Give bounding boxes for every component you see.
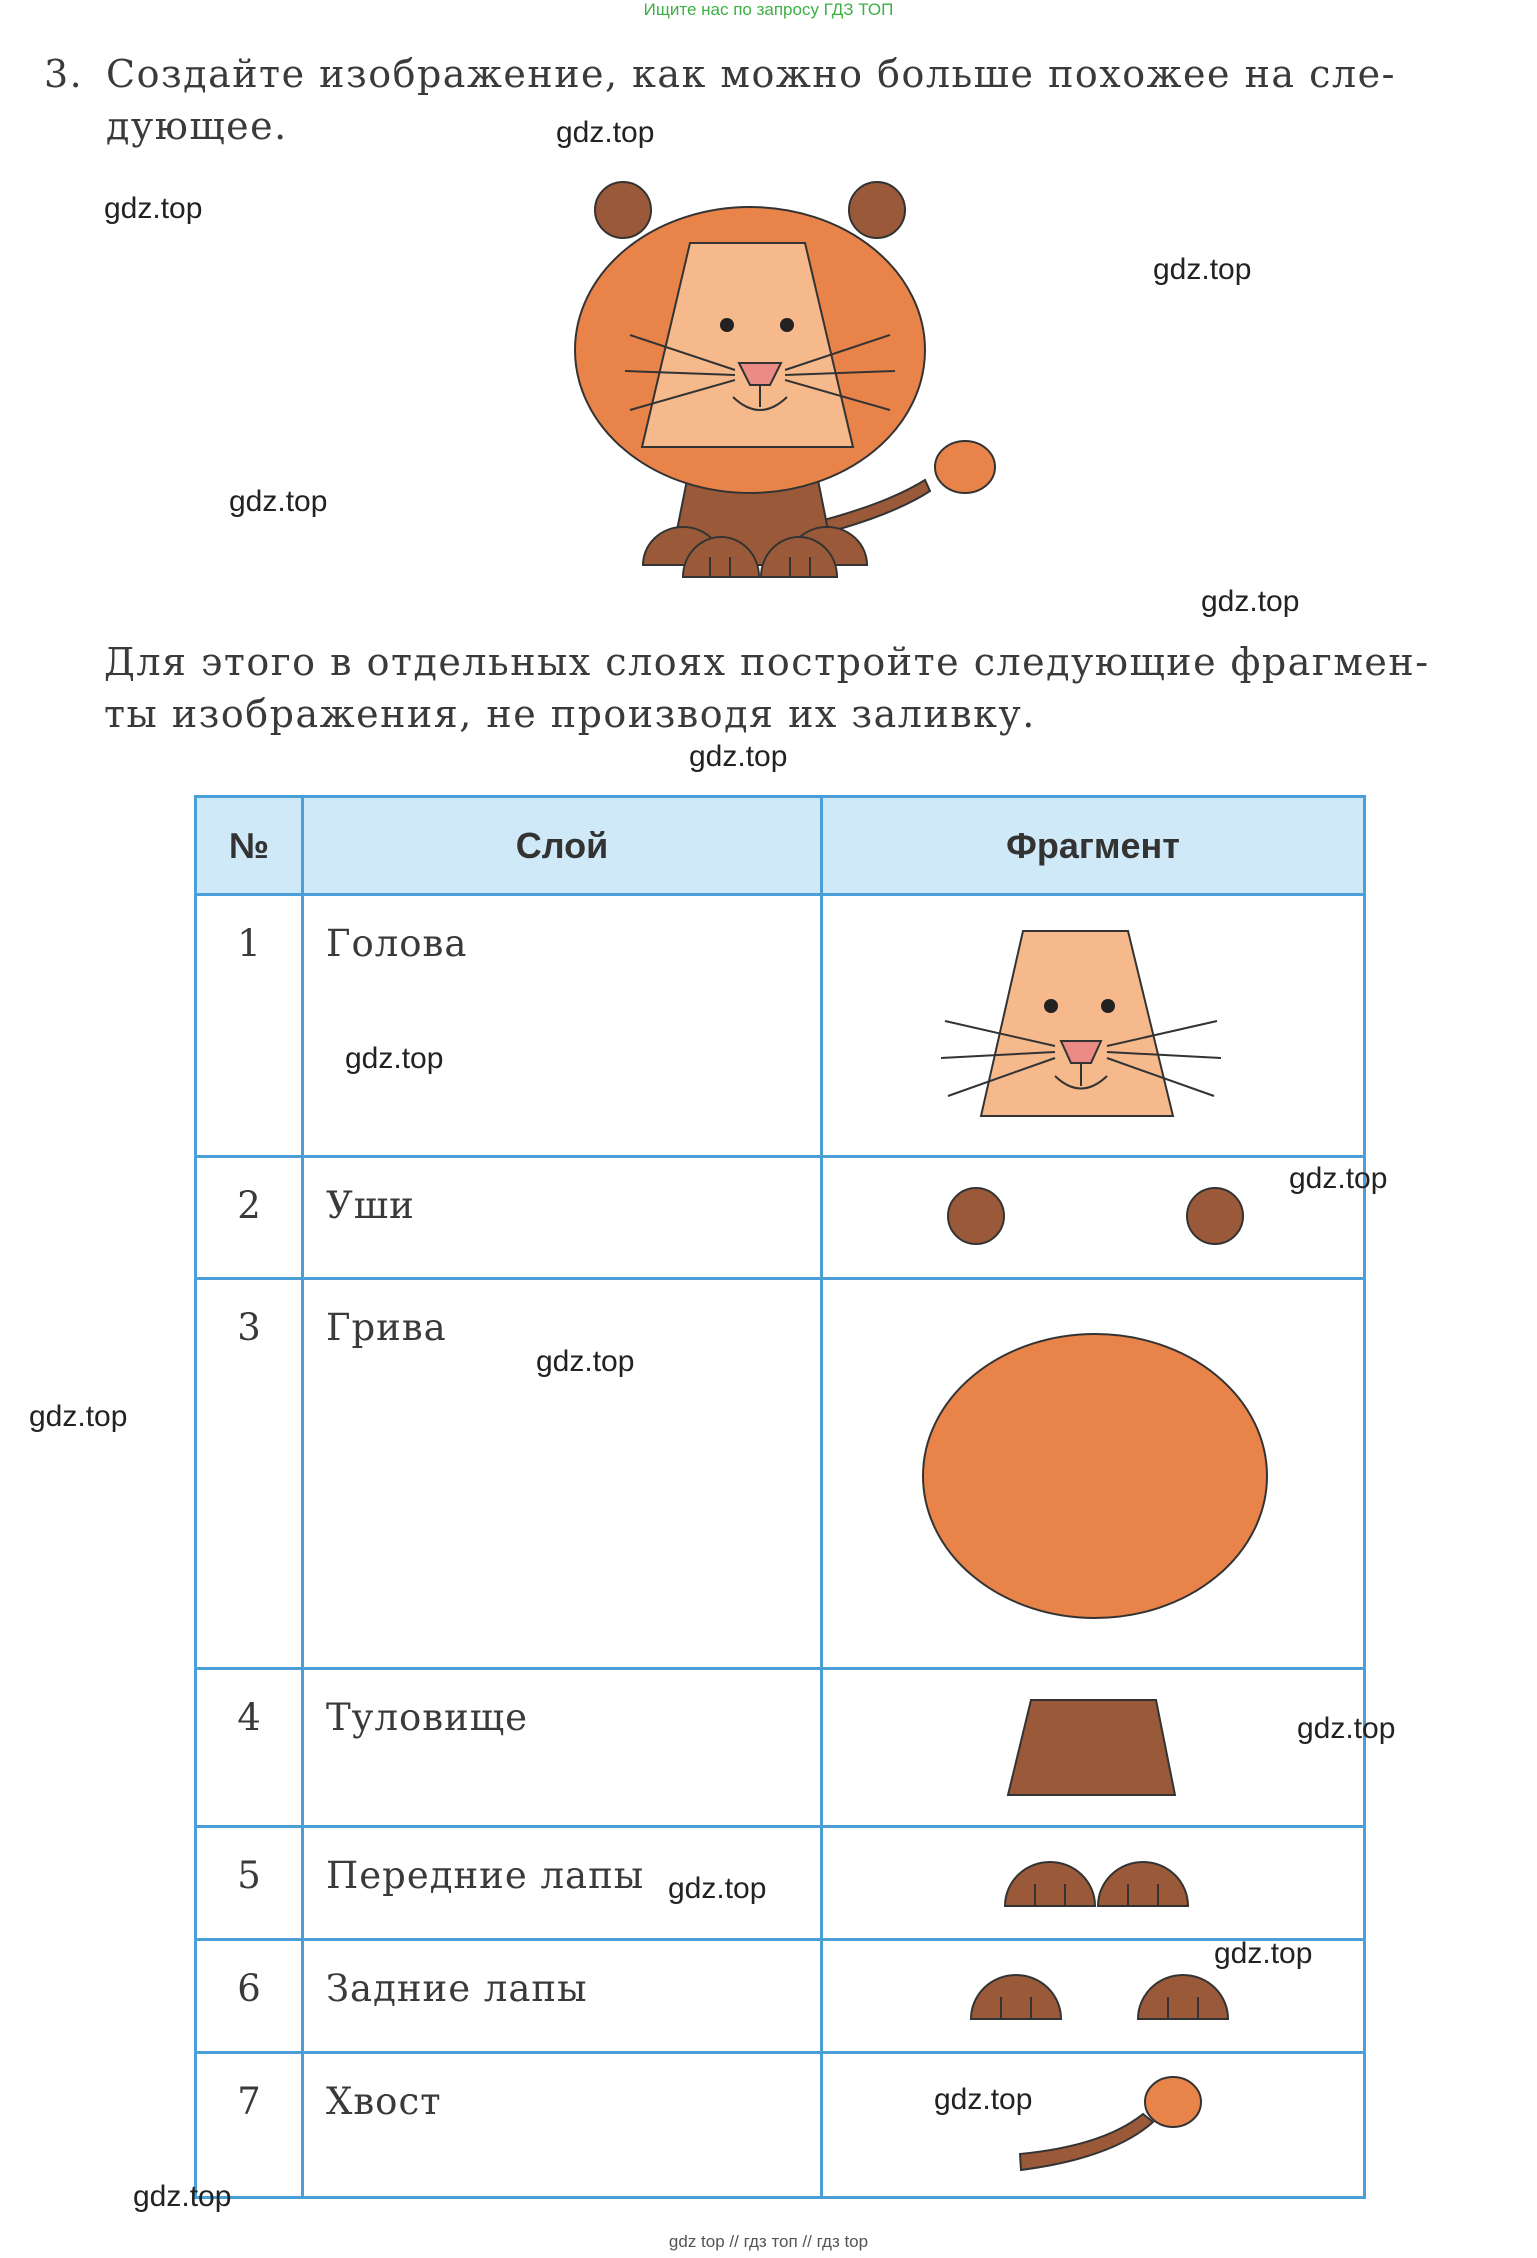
instruction-text (104, 636, 1504, 740)
watermark: gdz.top (689, 740, 788, 773)
task-line-1: Создайте изображение, как можно больше похожее на сле- (106, 52, 1396, 96)
top-note: Ищите нас по запросу ГДЗ ТОП (643, 0, 894, 19)
watermark: gdz.top (1201, 585, 1300, 618)
lion-mane-icon (823, 1280, 1363, 1664)
row-fragment (822, 2053, 1365, 2198)
instruction-line-1: Для этого в отдельных слоях постройте следующие фрагмен- (104, 640, 1430, 684)
row-layer: Уши (303, 1157, 822, 1279)
watermark: gdz.top (104, 192, 203, 225)
watermark: gdz.top (1214, 1937, 1313, 1970)
watermark: gdz.top (536, 1345, 635, 1378)
instruction-line-2: ты изображения, не производя их заливку. (104, 692, 1036, 736)
row-fragment (822, 1279, 1365, 1669)
row-fragment (822, 1157, 1365, 1279)
task-number: 3. (44, 52, 84, 96)
watermark: gdz.top (556, 116, 655, 149)
row-fragment (822, 895, 1365, 1157)
table-row (196, 895, 1365, 1157)
lion-ear-left (595, 182, 651, 238)
row-number: 3 (196, 1279, 303, 1669)
row-number: 6 (196, 1940, 303, 2053)
row-layer: Грива (303, 1279, 822, 1669)
lion-illustration (525, 175, 1005, 585)
watermark: gdz.top (1289, 1162, 1388, 1195)
row-layer: Туловище (303, 1669, 822, 1827)
row-number: 1 (196, 895, 303, 1157)
row-layer: Передние лапы (303, 1827, 822, 1940)
task-line-2: дующее. (106, 104, 288, 148)
row-number: 7 (196, 2053, 303, 2198)
row-number: 2 (196, 1157, 303, 1279)
row-fragment (822, 1669, 1365, 1827)
lion-tail-tuft (935, 441, 995, 493)
row-layer: Хвост (303, 2053, 822, 2198)
watermark: gdz.top (1297, 1712, 1396, 1745)
layers-table (194, 795, 1366, 2199)
bottom-note: gdz top // гдз топ // гдз top (668, 2232, 869, 2251)
lion-ear-right (849, 182, 905, 238)
row-number: 4 (196, 1669, 303, 1827)
table-row (196, 1157, 1365, 1279)
watermark: gdz.top (229, 485, 328, 518)
table-row (196, 1669, 1365, 1827)
watermark: gdz.top (133, 2180, 232, 2213)
table-row (196, 1827, 1365, 1940)
lion-body-icon (823, 1670, 1363, 1822)
row-layer: Задние лапы (303, 1940, 822, 2053)
header-number: № (196, 797, 303, 895)
task-text (44, 48, 1504, 152)
watermark: gdz.top (668, 1872, 767, 1905)
lion-head-icon (823, 896, 1363, 1152)
header-layer: Слой (303, 797, 822, 895)
front-paws-icon (823, 1828, 1363, 1935)
watermark: gdz.top (934, 2083, 1033, 2116)
lion-ears-icon (823, 1158, 1363, 1274)
table-row (196, 2053, 1365, 2198)
lion-tail-icon (823, 2054, 1363, 2193)
watermark: gdz.top (345, 1042, 444, 1075)
row-layer: Голова (303, 895, 822, 1157)
table-row (196, 1940, 1365, 2053)
table-row (196, 1279, 1365, 1669)
row-fragment (822, 1827, 1365, 1940)
watermark: gdz.top (29, 1400, 128, 1433)
watermark: gdz.top (1153, 253, 1252, 286)
row-number: 5 (196, 1827, 303, 1940)
header-fragment: Фрагмент (822, 797, 1365, 895)
table-header-row (196, 797, 1365, 895)
